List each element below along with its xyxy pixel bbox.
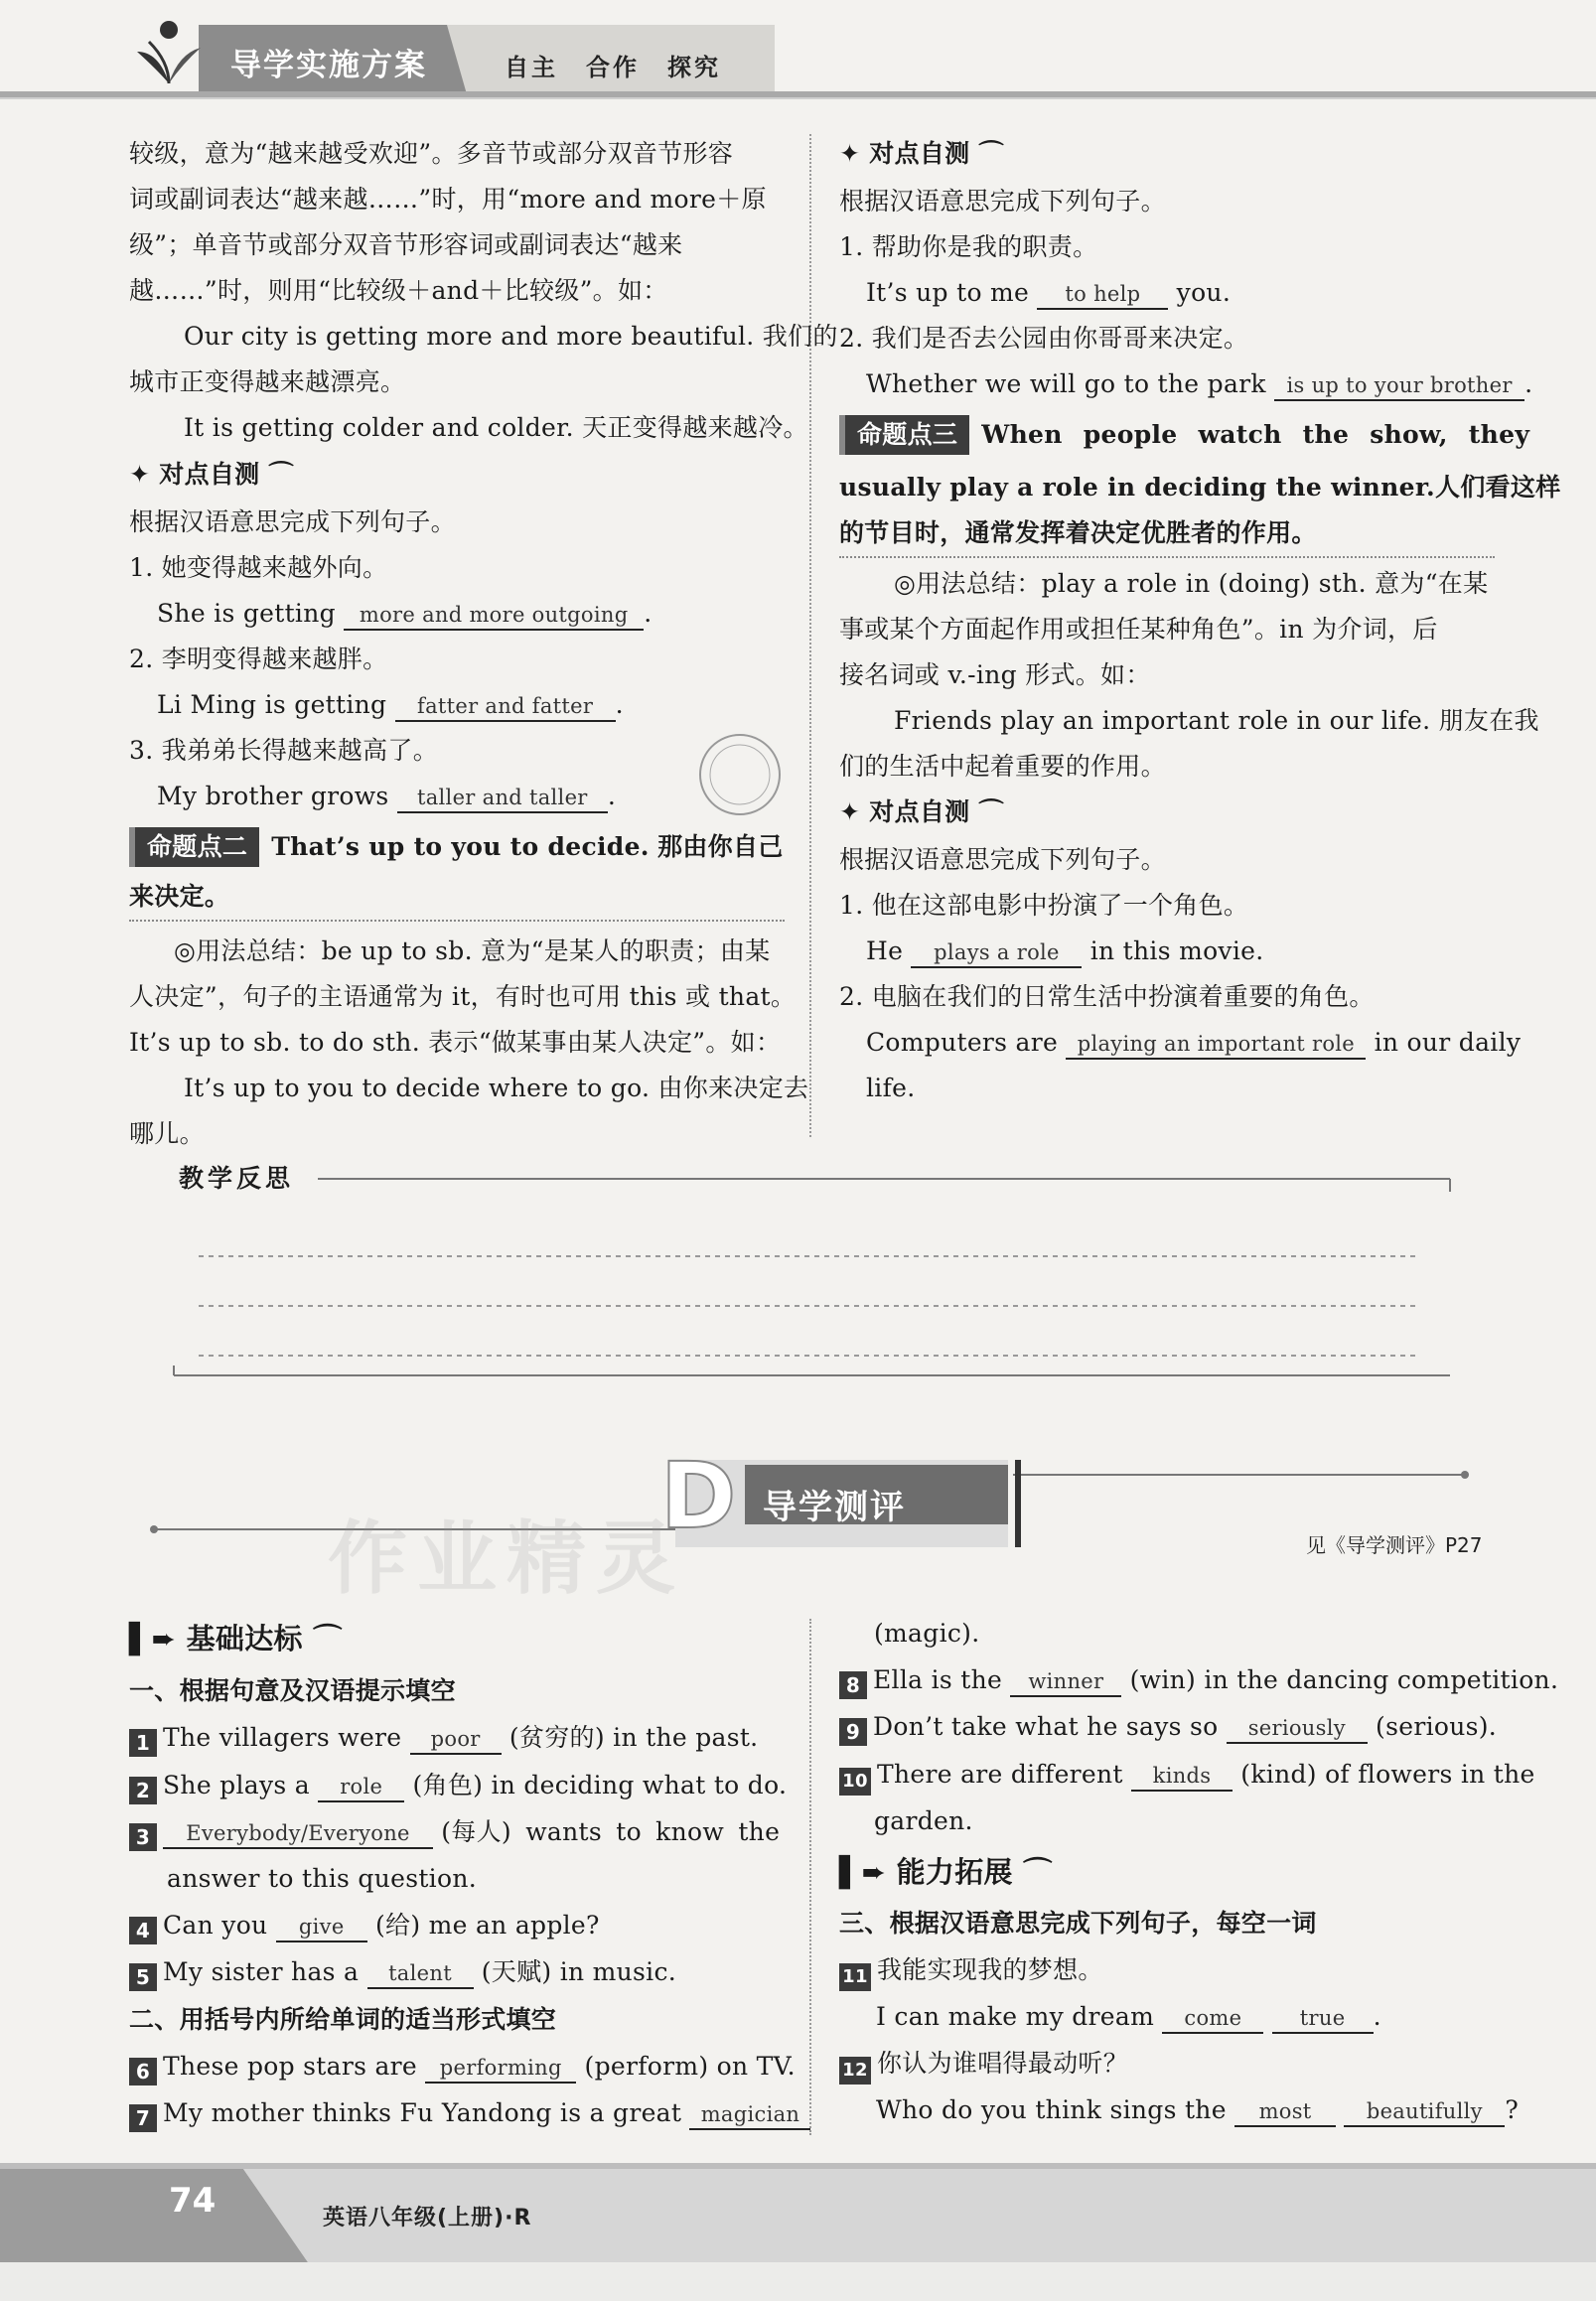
right-item-1-en: It’s up to me to help you. <box>866 270 1231 316</box>
question-number: 12 <box>839 2057 871 2085</box>
question-number: 11 <box>839 1963 871 1991</box>
usage-left-5: 哪儿。 <box>129 1119 205 1148</box>
question-10: 10 There are different kinds (kind) of flowers in the <box>839 1752 1535 1798</box>
question-3-cont: answer to this question. <box>167 1864 477 1893</box>
answer-blank: poor <box>410 1725 502 1755</box>
answer-blank: kinds <box>1131 1762 1233 1792</box>
usage-left-4: It’s up to you to decide where to go. 由你来决定去 <box>184 1074 809 1102</box>
bracket-icon: ⌒ <box>969 139 1004 168</box>
selftest-heading-right-2: ✦ 对点自测 ⌒ <box>839 797 1004 826</box>
answer-blank: to help <box>1037 280 1168 310</box>
sparkle-icon: ✦ <box>839 139 870 168</box>
selftest-instruction-right-1: 根据汉语意思完成下列句子。 <box>839 187 1166 216</box>
leaf-logo-icon <box>129 12 209 91</box>
question-4: 4 Can you give (给) me an apple? <box>129 1903 600 1948</box>
point2-heading-cont: 来决定。 <box>129 882 230 911</box>
question-12-en: Who do you think sings the most beautifully ? <box>876 2087 1519 2133</box>
right-item-3-cn: 1. 他在这部电影中扮演了一个角色。 <box>839 891 1249 920</box>
question-3: 3 Everybody/Everyone (每人) wants to know the <box>129 1809 780 1855</box>
right-item-4-en: Computers are playing an important role in our daily <box>866 1020 1521 1066</box>
usage-right-2: 事或某个方面起作用或担任某种角色”。in 为介词，后 <box>839 615 1438 644</box>
answer-blank: seriously <box>1227 1714 1368 1744</box>
answer-blank: more and more outgoing <box>344 601 644 631</box>
question-number: 2 <box>129 1777 157 1804</box>
intro-line-1: 较级，意为“越来越受欢迎”。多音节或部分双音节形容 <box>129 139 734 168</box>
answer-blank: come <box>1162 2004 1263 2034</box>
question-9: 9 Don’t take what he says so seriously (serious). <box>839 1704 1497 1750</box>
answer-blank: winner <box>1010 1667 1121 1697</box>
column-divider <box>809 134 811 1137</box>
bracket-icon: ⌒ <box>302 1622 343 1655</box>
question-number: 10 <box>839 1768 871 1796</box>
answer-blank: is up to your brother <box>1274 371 1524 401</box>
answer-blank: playing an important role <box>1066 1030 1366 1060</box>
mode-explore: 探究 <box>667 54 721 81</box>
right-item-4-cn: 2. 电脑在我们的日常生活中扮演着重要的角色。 <box>839 982 1375 1011</box>
right-item-4-cont: life. <box>866 1074 916 1102</box>
answer-blank: Everybody/Everyone <box>163 1819 433 1849</box>
left-item-2-en: Li Ming is getting fatter and fatter . <box>157 682 624 728</box>
section-d-title: 导学测评 <box>763 1488 906 1527</box>
part2-title: 二、用括号内所给单词的适当形式填空 <box>129 2005 557 2034</box>
question-12-cn: 12 你认为谁唱得最动听？ <box>839 2041 1128 2086</box>
point2-underline <box>129 920 785 922</box>
point3-underline <box>839 556 1495 558</box>
intro-line-2: 词或副词表达“越来越……”时，用“more and more＋原 <box>129 185 767 214</box>
answer-blank: fatter and fatter <box>395 692 616 722</box>
basic-heading: ▌➨ 基础达标 ⌒ <box>129 1622 343 1655</box>
question-number: 1 <box>129 1729 157 1757</box>
question-number: 3 <box>129 1823 157 1851</box>
part3-title: 三、根据汉语意思完成下列句子，每空一词 <box>839 1909 1317 1938</box>
example-2: It is getting colder and colder. 天正变得越来越冷。 <box>184 413 808 442</box>
question-number: 5 <box>129 1963 157 1991</box>
answer-blank: true <box>1272 2004 1374 2034</box>
question-number: 4 <box>129 1917 157 1944</box>
left-item-1-en: She is getting more and more outgoing . <box>157 591 652 637</box>
reflection-frame <box>169 1162 1460 1390</box>
reflection-title: 教学反思 <box>179 1164 295 1193</box>
example-1-cn: 城市正变得越来越漂亮。 <box>129 367 406 396</box>
page-number: 74 <box>169 2181 217 2221</box>
usage-left-3: It’s up to sb. to do sth. 表示“做某事由某人决定”。如： <box>129 1028 782 1057</box>
answer-blank: talent <box>367 1959 474 1989</box>
point2-heading: 命题点二 That’s up to you to decide. 那由你自己 <box>129 824 784 870</box>
sparkle-icon: ✦ <box>839 797 870 826</box>
right-item-1-cn: 1. 帮助你是我的职责。 <box>839 232 1098 261</box>
question-2: 2 She plays a role (角色) in deciding what to do. <box>129 1763 787 1808</box>
point2-tag: 命题点二 <box>129 827 259 867</box>
usage-right-1: ◎用法总结：play a role in (doing) sth. 意为“在某 <box>894 569 1489 598</box>
arrow-icon: ▌➨ <box>129 1622 187 1655</box>
sparkle-icon: ✦ <box>129 460 160 489</box>
usage-left-1: ◎用法总结：be up to sb. 意为“是某人的职责；由某 <box>174 936 771 965</box>
homework-stamp-seal <box>695 730 785 819</box>
book-title: 英语八年级(上册)·R <box>323 2206 532 2230</box>
section-d-letter: D <box>660 1443 737 1549</box>
point3-heading-3: 的节目时，通常发挥着决定优胜者的作用。 <box>839 518 1317 547</box>
question-number: 9 <box>839 1718 867 1746</box>
question-8: 8 Ella is the winner (win) in the dancing competition. <box>839 1657 1558 1703</box>
left-item-3-cn: 3. 我弟弟长得越来越高了。 <box>129 736 439 765</box>
intro-line-4: 越……”时，则用“比较级＋and＋比较级”。如： <box>129 276 668 305</box>
question-10-cont: garden. <box>874 1806 973 1835</box>
selftest-instruction-right-2: 根据汉语意思完成下列句子。 <box>839 845 1166 874</box>
right-item-2-cn: 2. 我们是否去公园由你哥哥来决定。 <box>839 324 1249 353</box>
section-d-reference: 见《导学测评》P27 <box>1306 1533 1483 1557</box>
answer-blank: plays a role <box>911 938 1082 968</box>
page-footer <box>0 2163 1596 2301</box>
selftest-heading-right-1: ✦ 对点自测 ⌒ <box>839 139 1004 168</box>
bracket-icon: ⌒ <box>1012 1855 1053 1889</box>
answer-blank: role <box>318 1773 404 1802</box>
selftest-heading-left: ✦ 对点自测 ⌒ <box>129 460 294 489</box>
answer-blank: give <box>276 1913 367 1942</box>
question-11-cn: 11 我能实现我的梦想。 <box>839 1947 1103 1993</box>
section-title: 导学实施方案 <box>230 48 427 83</box>
question-7: 7 My mother thinks Fu Yandong is a great magician <box>129 2090 810 2136</box>
answer-blank: beautifully <box>1344 2097 1505 2127</box>
left-item-3-en: My brother grows taller and taller . <box>157 774 616 819</box>
footer-background <box>0 2163 1596 2301</box>
point3-tag: 命题点三 <box>839 415 969 455</box>
point3-heading-1: 命题点三 When people watch the show, they <box>839 412 1529 458</box>
usage-right-3: 接名词或 v.-ing 形式。如： <box>839 660 1151 689</box>
question-7-cont: (magic). <box>874 1619 980 1648</box>
watermark: 作业精灵 <box>328 1512 685 1605</box>
left-item-2-cn: 2. 李明变得越来越胖。 <box>129 645 388 673</box>
usage-left-2: 人决定”，句子的主语通常为 it，有时也可用 this 或 that。 <box>129 982 797 1011</box>
right-item-2-en: Whether we will go to the park is up to your brother . <box>866 361 1532 407</box>
ability-heading: ▌➨ 能力拓展 ⌒ <box>839 1855 1053 1889</box>
example-1-en: Our city is getting more and more beautiful. 我们的 <box>184 322 838 351</box>
question-number: 6 <box>129 2058 157 2085</box>
usage-right-5: 们的生活中起着重要的作用。 <box>839 752 1166 781</box>
right-item-3-en: He plays a role in this movie. <box>866 929 1263 974</box>
answer-blank: most <box>1234 2097 1336 2127</box>
question-number: 7 <box>129 2104 157 2132</box>
answer-blank: performing <box>425 2054 576 2084</box>
left-item-1-cn: 1. 她变得越来越外向。 <box>129 553 388 582</box>
column-divider-lower <box>809 1619 811 2135</box>
part1-title: 一、根据句意及汉语提示填空 <box>129 1676 456 1705</box>
bracket-icon: ⌒ <box>969 797 1004 826</box>
page-header <box>0 0 1596 99</box>
selftest-instruction-left: 根据汉语意思完成下列句子。 <box>129 507 456 536</box>
question-5: 5 My sister has a talent (天赋) in music. <box>129 1949 676 1995</box>
answer-blank: taller and taller <box>397 784 608 813</box>
question-6: 6 These pop stars are performing (perform) on TV. <box>129 2044 796 2089</box>
answer-blank: magician <box>689 2100 810 2130</box>
point3-heading-2: usually play a role in deciding the winner.人们看这样 <box>839 473 1561 502</box>
mode-cooperate: 合作 <box>586 54 640 81</box>
question-number: 8 <box>839 1671 867 1699</box>
mode-self: 自主 <box>505 54 558 81</box>
question-1: 1 The villagers were poor (贫穷的) in the past. <box>129 1715 758 1761</box>
bracket-icon: ⌒ <box>259 460 294 489</box>
arrow-icon: ▌➨ <box>839 1855 897 1889</box>
usage-right-4: Friends play an important role in our life. 朋友在我 <box>894 706 1539 735</box>
question-11-en: I can make my dream come true . <box>876 1994 1381 2040</box>
intro-line-3: 级”；单音节或部分双音节形容词或副词表达“越来 <box>129 230 683 259</box>
